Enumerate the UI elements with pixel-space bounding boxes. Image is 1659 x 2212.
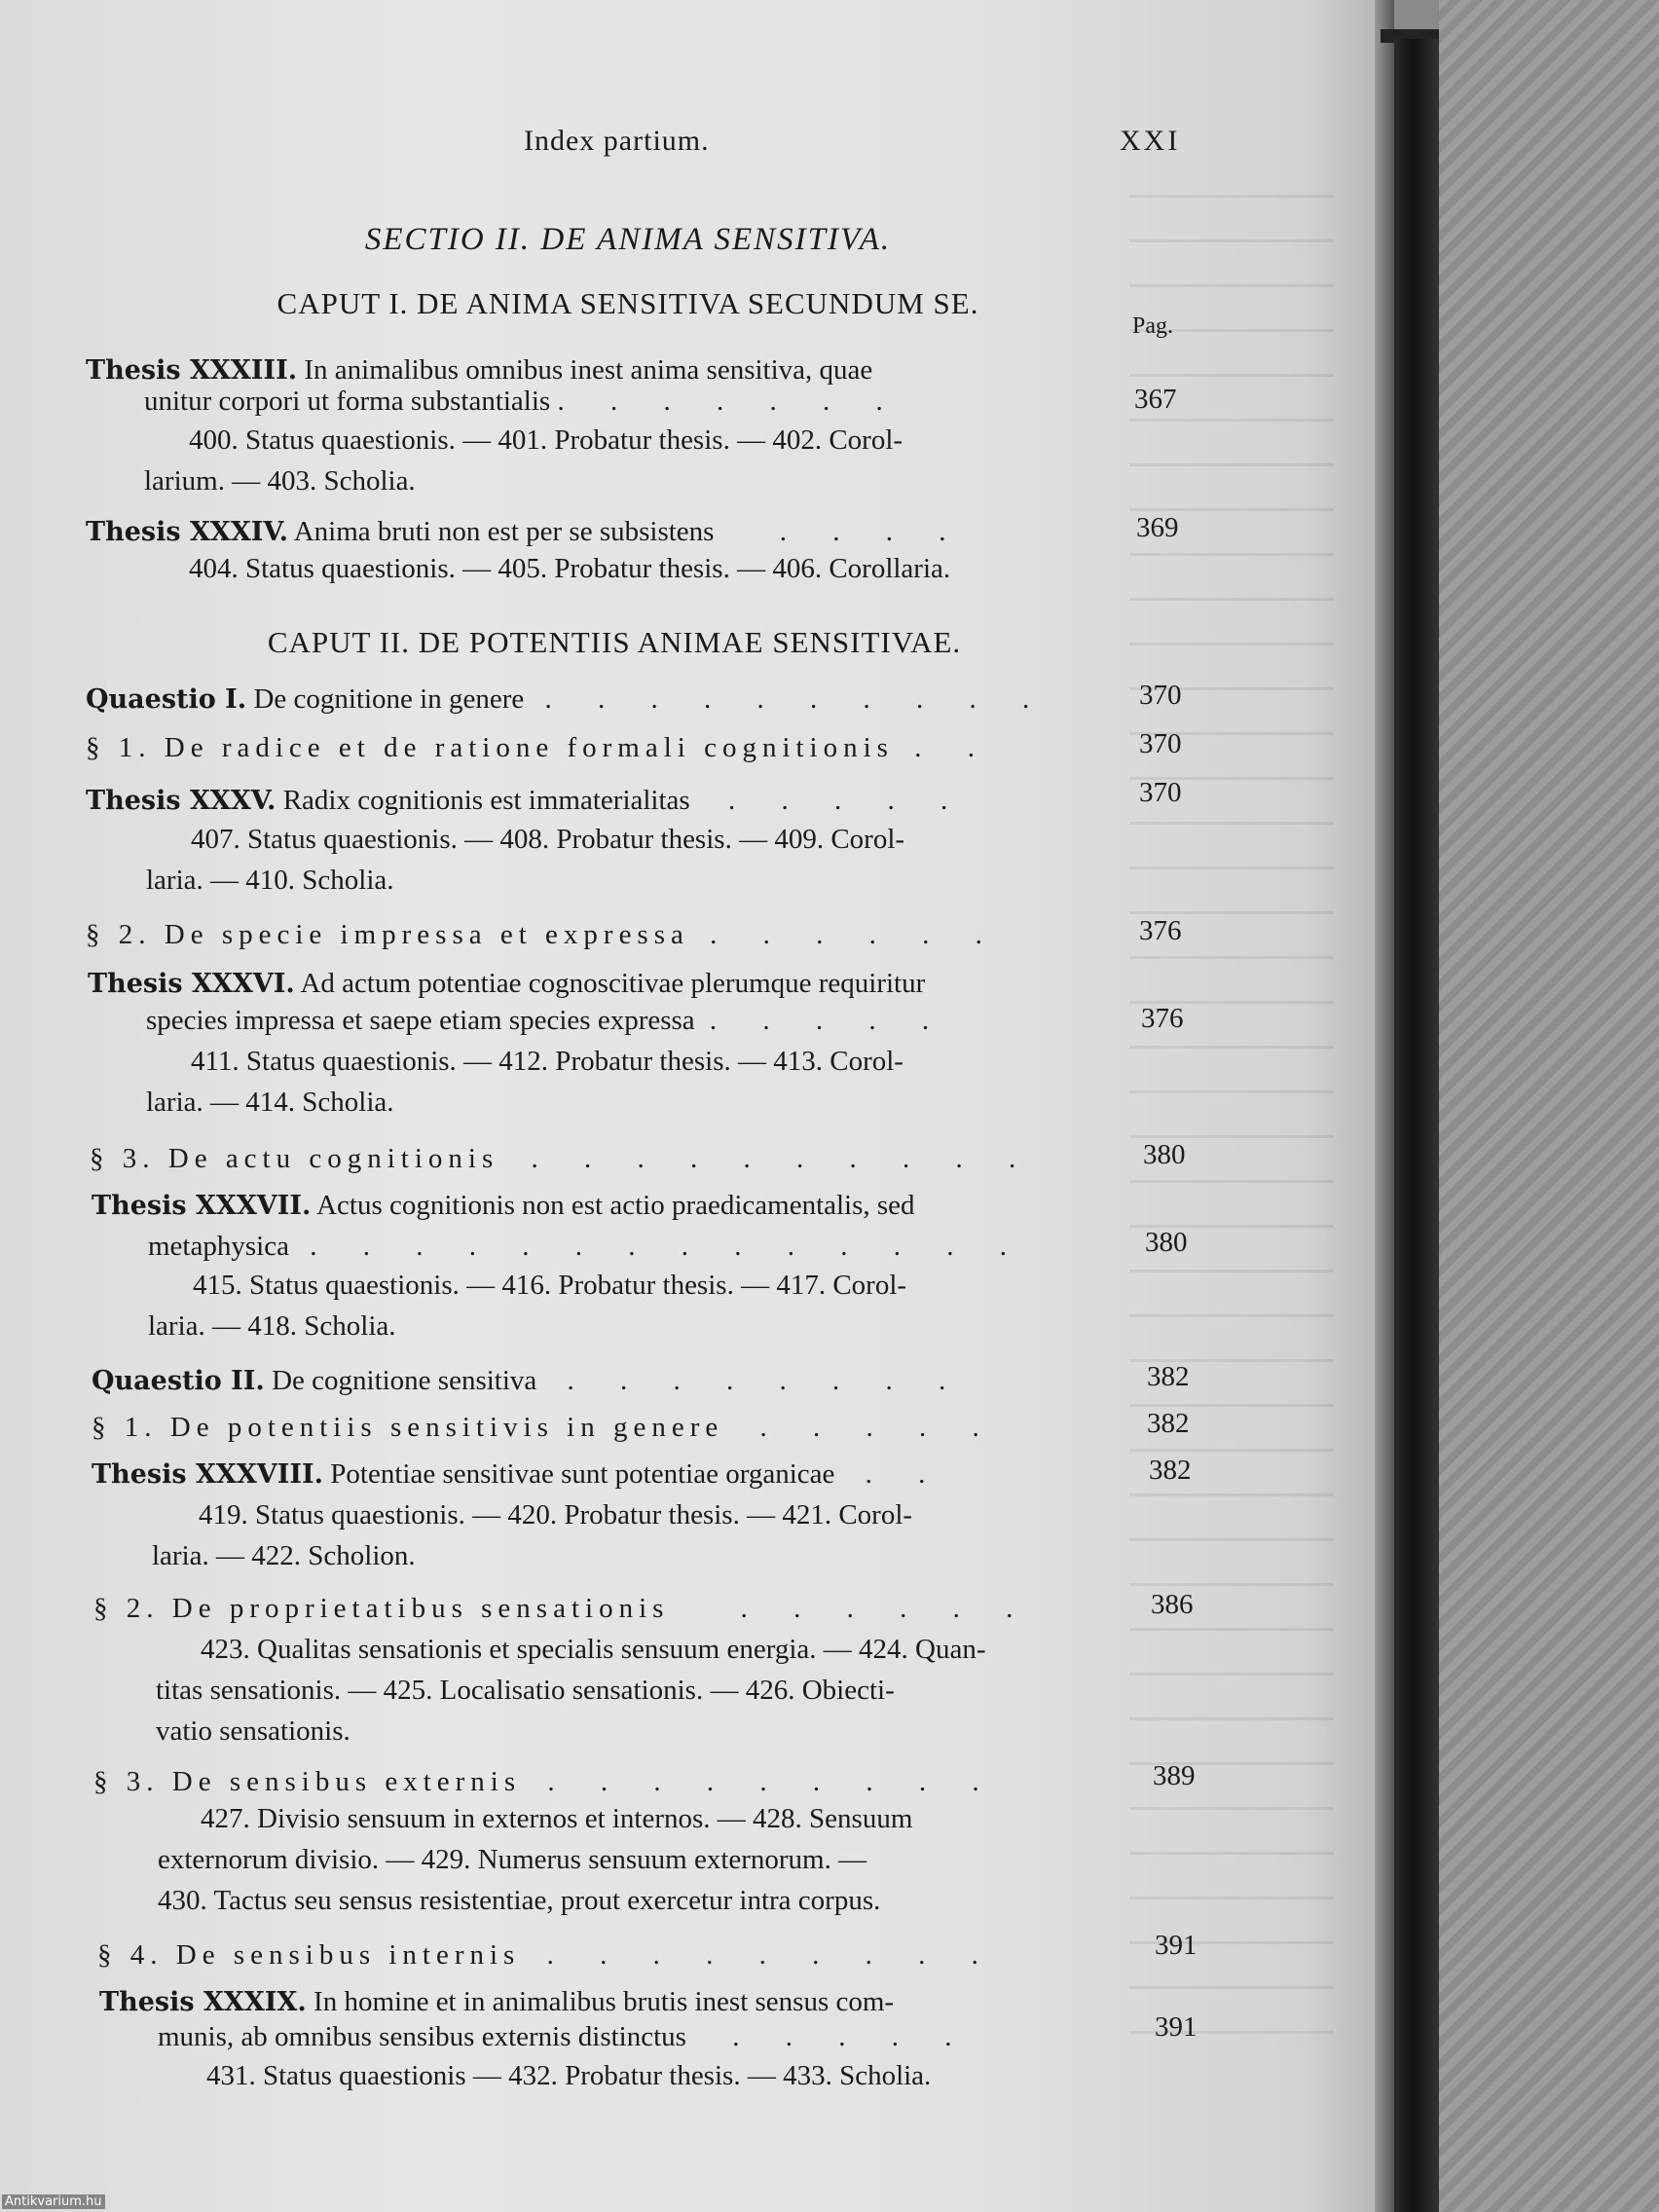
summary-line: 404. Status quaestionis. — 405. Probatur thesis. — 406. Corollaria. <box>189 553 951 584</box>
thesis-label: Thesis XXXIX. <box>99 1987 307 2017</box>
page-ref: 386 <box>1151 1589 1194 1620</box>
thesis-label: Thesis XXXVII. <box>92 1191 312 1221</box>
thesis-label: Thesis XXXVI. <box>88 969 295 999</box>
paragraph-text: § 4. De sensibus internis <box>97 1939 521 1971</box>
quaestio-label: Quaestio I. <box>86 684 247 715</box>
page-number: XXI <box>1120 125 1181 157</box>
quaestio-label: Quaestio II. <box>92 1366 265 1396</box>
thesis-text: Ad actum potentiae cognoscitivae plerumque requiritur <box>300 968 926 999</box>
page-ref: 367 <box>1134 384 1177 415</box>
running-title: Index partium. <box>524 125 710 157</box>
toc-entry-quaestio-2: Quaestio II. De cognitione sensitiva . . . . . . . . <box>92 1365 966 1396</box>
page-ref: 369 <box>1136 512 1179 543</box>
toc-entry-thesis-38: Thesis XXXVIII. Potentiae sensitivae sunt potentiae organicae . . <box>92 1458 945 1490</box>
summary-line: laria. — 422. Scholion. <box>152 1540 416 1571</box>
toc-entry-paragraph: § 4. De sensibus internis . . . . . . . . . <box>97 1939 998 1971</box>
summary-line: laria. — 418. Scholia. <box>148 1310 396 1342</box>
summary-line: laria. — 414. Scholia. <box>146 1087 394 1118</box>
page-ref: 370 <box>1139 680 1182 711</box>
page-ref: 391 <box>1155 1930 1198 1961</box>
paragraph-text: § 1. De radice et de ratione formali cognitionis <box>86 732 894 763</box>
page-ref: 382 <box>1149 1455 1192 1486</box>
toc-entry-thesis-35: Thesis XXXV. Radix cognitionis est immaterialitas . . . . . <box>86 785 968 816</box>
background-surface <box>1439 0 1659 2212</box>
thesis-text: In homine et in animalibus brutis inest sensus com- <box>313 1986 895 2017</box>
thesis-label: Thesis XXXIV. <box>86 517 289 547</box>
thesis-text: species impressa et saepe etiam species expressa <box>146 1005 695 1036</box>
toc-entry-thesis-33 <box>86 354 872 387</box>
thesis-text: Potentiae sensitivae sunt potentiae organicae <box>330 1458 835 1490</box>
toc-entry-text: munis, ab omnibus sensibus externis distinctus . . . . . <box>158 2021 972 2052</box>
thesis-text: munis, ab omnibus sensibus externis distinctus <box>158 2021 686 2052</box>
toc-entry-paragraph: § 2. De specie impressa et expressa . . . . . . <box>86 919 1002 950</box>
page-ref: 382 <box>1147 1361 1190 1392</box>
toc-entry-text: species impressa et saepe etiam species expressa . . . . . <box>146 1005 949 1036</box>
toc-entry-text: metaphysica . . . . . . . . . . . . . . <box>148 1231 1026 1262</box>
toc-entry-thesis-37 <box>92 1190 915 1222</box>
toc-entry-quaestio-1: Quaestio I. De cognitione in genere . . . . . . . . . . <box>86 683 1050 715</box>
summary-line: 427. Divisio sensuum in externos et internos. — 428. Sensuum <box>201 1803 913 1834</box>
page-ref: 376 <box>1141 1003 1184 1034</box>
toc-entry-paragraph: § 3. De actu cognitionis . . . . . . . . . . <box>90 1143 1036 1174</box>
paragraph-text: § 2. De proprietatibus sensationis <box>93 1593 670 1624</box>
toc-entry-text: unitur corpori ut forma substantialis . . . . . . . <box>144 386 903 417</box>
page-ref: 382 <box>1147 1408 1190 1439</box>
toc-entry-paragraph: § 1. De potentiis sensitivis in genere . . . . . <box>92 1412 999 1443</box>
page-ref: 391 <box>1155 2011 1198 2043</box>
page-ref: 370 <box>1139 777 1182 808</box>
summary-line: 407. Status quaestionis. — 408. Probatur thesis. — 409. Corol- <box>191 824 905 855</box>
summary-line: larium. — 403. Scholia. <box>144 465 416 497</box>
summary-line: 423. Qualitas sensationis et specialis sensuum energia. — 424. Quan- <box>201 1634 986 1665</box>
section-title: SECTIO II. DE ANIMA SENSITIVA. <box>364 222 892 257</box>
toc-entry-thesis-36 <box>88 968 925 1000</box>
thesis-text: Actus cognitionis non est actio praedicamentalis, sed <box>316 1190 915 1221</box>
chapter-2-title: CAPUT II. DE POTENTIIS ANIMAE SENSITIVAE. <box>267 625 962 659</box>
page-ref: 389 <box>1153 1760 1196 1791</box>
summary-line: 400. Status quaestionis. — 401. Probatur thesis. — 402. Corol- <box>189 424 903 456</box>
summary-line: 419. Status quaestionis. — 420. Probatur thesis. — 421. Corol- <box>199 1499 913 1530</box>
paragraph-text: § 1. De potentiis sensitivis in genere <box>92 1412 724 1443</box>
thesis-text: Anima bruti non est per se subsistens <box>293 516 715 547</box>
thesis-label: Thesis XXXV. <box>86 786 276 816</box>
page-ref: 380 <box>1145 1227 1188 1258</box>
thesis-text: metaphysica <box>148 1231 289 1262</box>
thesis-text: In animalibus omnibus inest anima sensitiva, quae <box>304 354 873 386</box>
watermark: Antikvarium.hu <box>2 2194 105 2209</box>
thesis-text: Radix cognitionis est immaterialitas <box>282 785 690 816</box>
pag-label: Pag. <box>1132 313 1173 339</box>
quaestio-text: De cognitione in genere <box>253 683 525 715</box>
page-ref: 380 <box>1143 1139 1186 1170</box>
summary-line: vatio sensationis. <box>156 1715 350 1747</box>
summary-line: externorum divisio. — 429. Numerus sensuum externorum. — <box>158 1844 867 1875</box>
chapter-1-title: CAPUT I. DE ANIMA SENSITIVA SECUNDUM SE. <box>276 286 979 320</box>
toc-entry-thesis-39 <box>99 1986 894 2018</box>
thesis-text: unitur corpori ut forma substantialis <box>144 386 551 417</box>
summary-line: titas sensationis. — 425. Localisatio sensationis. — 426. Obiecti- <box>156 1675 895 1706</box>
thesis-label: Thesis XXXVIII. <box>92 1459 324 1490</box>
page-gutter <box>1375 0 1394 2212</box>
summary-line: 415. Status quaestionis. — 416. Probatur thesis. — 417. Corol- <box>193 1270 907 1301</box>
summary-line: laria. — 410. Scholia. <box>146 865 394 896</box>
summary-line: 430. Tactus seu sensus resistentiae, prout exercetur intra corpus. <box>158 1885 881 1916</box>
paragraph-text: § 3. De sensibus externis <box>93 1766 522 1797</box>
quaestio-text: De cognitione sensitiva <box>272 1365 537 1396</box>
toc-entry-thesis-34: Thesis XXXIV. Anima bruti non est per se subsistens . . . . <box>86 516 966 547</box>
paragraph-text: § 3. De actu cognitionis <box>90 1143 499 1174</box>
summary-line: 411. Status quaestionis. — 412. Probatur thesis. — 413. Corol- <box>191 1046 903 1077</box>
summary-line: 431. Status quaestionis — 432. Probatur thesis. — 433. Scholia. <box>206 2060 932 2091</box>
page-ref: 376 <box>1139 915 1182 946</box>
toc-entry-paragraph: § 3. De sensibus externis . . . . . . . . . <box>93 1766 999 1797</box>
toc-entry-paragraph: § 1. De radice et de ratione formali cognitionis . . <box>86 732 994 763</box>
thesis-label: Thesis XXXIII. <box>86 355 298 386</box>
paragraph-text: § 2. De specie impressa et expressa <box>86 919 689 950</box>
book-cover-edge <box>1394 39 1439 2212</box>
page-ref: 370 <box>1139 728 1182 759</box>
toc-entry-paragraph: § 2. De proprietatibus sensationis . . . . . . <box>93 1593 1033 1624</box>
